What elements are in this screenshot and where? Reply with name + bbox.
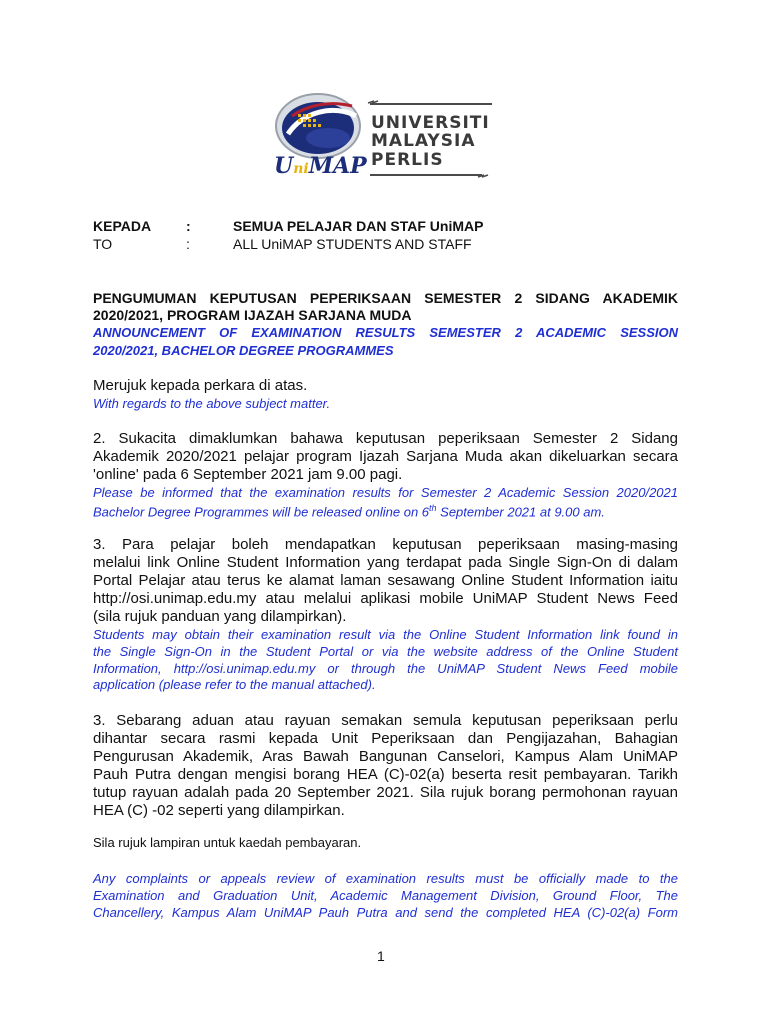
para2-english-sup: th [429, 503, 437, 513]
para2-english-post: September 2021 at 9.00 am. [436, 504, 605, 520]
address-value-1: SEMUA PELAJAR DAN STAF UniMAP [233, 218, 484, 234]
logo-line-2: MALAYSIA [371, 131, 476, 151]
unimap-logo [272, 82, 496, 182]
para2-malay-line-1: 2. Sukacita dimaklumkan bahawa keputusan peperiksaan Semester 2 Sidang [93, 430, 678, 447]
para2-english-line-1: Please be informed that the examination results for Semester 2 Academic Session 2020/2021 [93, 485, 678, 500]
para4-malay-line-6: HEA (C) -02 seperti yang dilampirkan. [93, 802, 345, 819]
reference-malay: Merujuk kepada perkara di atas. [93, 377, 308, 394]
para4-malay-line-2: dihantar secara rasmi kepada Unit Peperiksaan dan Pengijazahan, Bahagian [93, 730, 678, 747]
address-key-2: TO [93, 236, 113, 252]
address-sep-1: : [186, 218, 191, 234]
para3-english-line-4: application (please refer to the manual attached). [93, 677, 376, 692]
para3-malay-line-5: (sila rujuk panduan yang dilampirkan). [93, 608, 347, 625]
para4-malay-line-4: Pauh Putra dengan mengisi borang HEA (C)-02(a) beserta resit pembayaran. Tarikh [93, 766, 678, 783]
para4-english-line-2: Examination and Graduation Unit, Academic Management Division, Ground Floor, The [93, 888, 678, 903]
logo-line-3: PERLIS [371, 150, 444, 170]
para3-malay-line-4: http://osi.unimap.edu.my atau melalui aplikasi mobile UniMAP Student News Feed [93, 590, 678, 607]
para4-malay-line-3: Pengurusan Akademik, Aras Bawah Bangunan Canselori, Kampus Alam UniMAP [93, 748, 678, 765]
para4-english-line-1: Any complaints or appeals review of examination results must be officially made to the [93, 871, 678, 886]
reference-english: With regards to the above subject matter. [93, 396, 331, 411]
para2-english-line-2 [93, 500, 678, 520]
para3-english-line-1: Students may obtain their examination result via the Online Student Information link found in [93, 627, 678, 642]
para2-malay-line-2: Akademik 2020/2021 pelajar program Ijazah Sarjana Muda akan dikeluarkan secara [93, 448, 678, 465]
para3-english-line-2: the Single Sign-On in the Student Portal or via the website address of the Online Student [93, 644, 678, 659]
heading-english-line-2: 2020/2021, BACHELOR DEGREE PROGRAMMES [93, 343, 394, 358]
heading-english-line-1: ANNOUNCEMENT OF EXAMINATION RESULTS SEMESTER 2 ACADEMIC SESSION [93, 325, 678, 340]
unimap-wordmark: UniMAP [274, 153, 367, 179]
para3-english-line-3: Information, http://osi.unimap.edu.my or through the UniMAP Student News Feed mobile [93, 661, 678, 676]
page-number: 1 [377, 948, 385, 964]
para4-english-line-3: Chancellery, Kampus Alam UniMAP Pauh Putra and send the completed HEA (C)-02(a) Form [93, 905, 678, 920]
heading-malay-line-2: 2020/2021, PROGRAM IJAZAH SARJANA MUDA [93, 307, 412, 323]
address-key-1: KEPADA [93, 218, 152, 234]
address-value-2: ALL UniMAP STUDENTS AND STAFF [233, 236, 472, 252]
para3-malay-line-1: 3. Para pelajar boleh mendapatkan keputusan peperiksaan masing-masing [93, 536, 678, 553]
para4-malay-line-5: tutup rayuan adalah pada 20 September 2021. Sila rujuk borang permohonan rayuan [93, 784, 678, 801]
heading-malay-line-1: PENGUMUMAN KEPUTUSAN PEPERIKSAAN SEMESTER 2 SIDANG AKADEMIK [93, 290, 678, 306]
unimap-emblem-icon [272, 82, 496, 182]
address-sep-2: : [186, 236, 190, 252]
para3-malay-line-2: melalui link Online Student Information yang terdapat pada Single Sign-On di dalam [93, 554, 678, 571]
logo-line-1: UNIVERSITI [371, 113, 490, 133]
para3-malay-line-3: Portal Pelajar atau terus ke alamat laman sesawang Online Student Information iaitu [93, 572, 678, 589]
payment-note: Sila rujuk lampiran untuk kaedah pembayaran. [93, 835, 362, 850]
para4-malay-line-1: 3. Sebarang aduan atau rayuan semakan semula keputusan peperiksaan perlu [93, 712, 678, 729]
para2-malay-line-3: 'online' pada 6 September 2021 jam 9.00 pagi. [93, 466, 403, 483]
para2-english-pre: Bachelor Degree Programmes will be released online on 6 [93, 504, 430, 520]
